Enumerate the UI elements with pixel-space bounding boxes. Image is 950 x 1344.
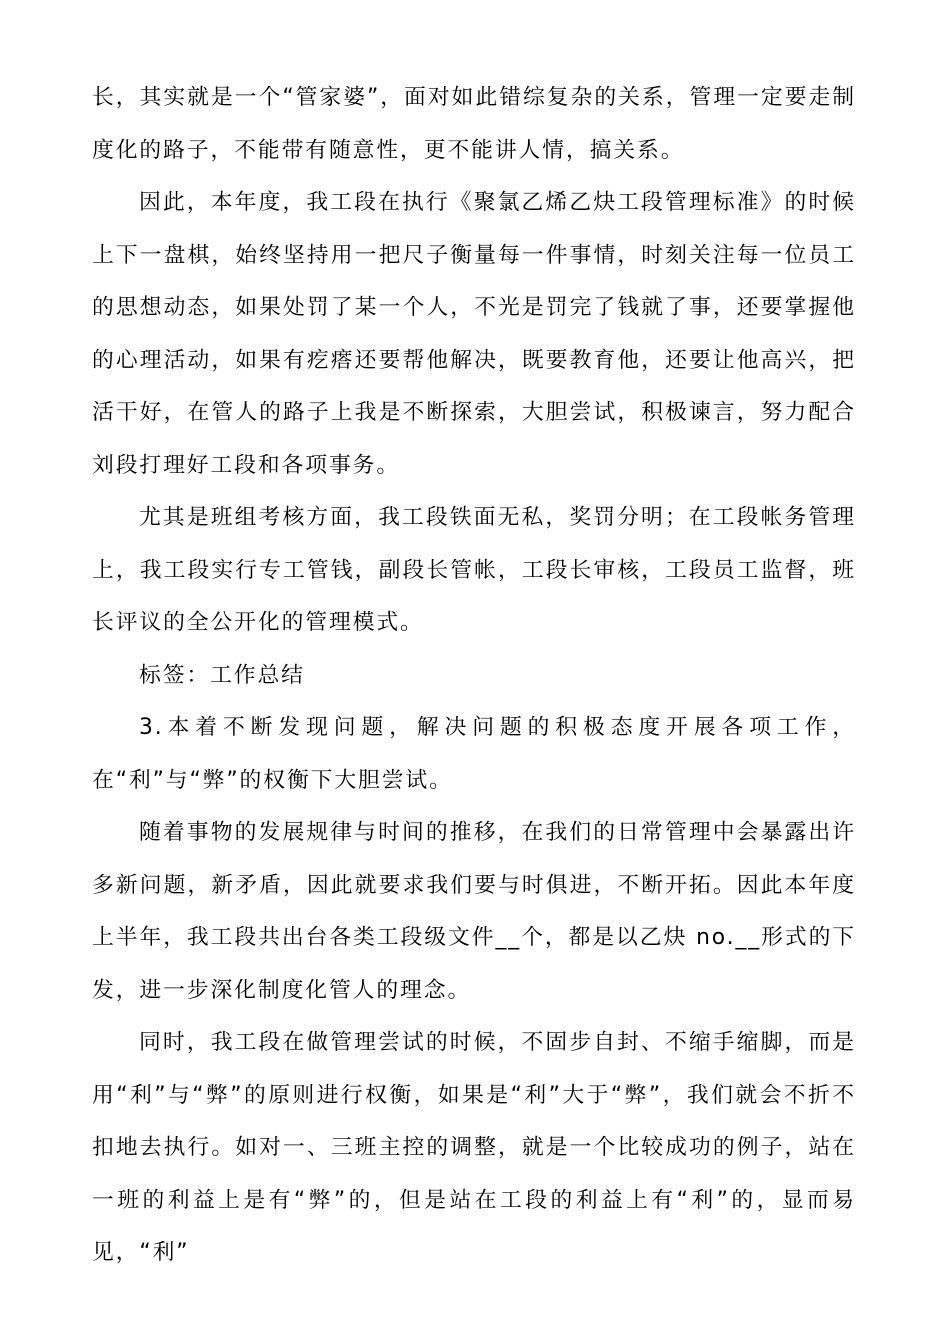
tag-line: 标签：工作总结 [139,662,305,688]
paragraph-5: 随着事物的发展规律与时间的推移，在我们的日常管理中会暴露出许多新问题，新矛盾，因此就要求我们要与时俱进，不断开拓。因此本年度上半年，我工段共出台各类工段级文件__个，都是以乙炔 no.__形式的下发，进一步深化制度化管人的理念。 [92,820,856,1003]
paragraph-section-3: 3.本着不断发现问题，解决问题的积极态度开展各项工作，在“利”与“弊”的权衡下大胆尝试。 [92,715,856,793]
paragraph-2: 因此，本年度，我工段在执行《聚氯乙烯乙炔工段管理标准》的时候上下一盘棋，始终坚持用一把尺子衡量每一件事情，时刻关注每一位员工的思想动态，如果处罚了某一个人，不光是罚完了钱就了事，还要掌握他的心理活动，如果有疙瘩还要帮他解决，既要教育他，还要让他高兴，把活干好，在管人的路子上我是不断探索，大胆尝试，积极谏言，努力配合刘段打理好工段和各项事务。 [92,190,856,478]
paragraph-6: 同时，我工段在做管理尝试的时候，不固步自封、不缩手缩脚，而是用“利”与“弊”的原则进行权衡，如果是“利”大于“弊”，我们就会不折不扣地去执行。如对一、三班主控的调整，就是一个比较成功的例子，站在一班的利益上是有“弊”的，但是站在工段的利益上有“利”的，显而易见，“利” [92,1030,856,1265]
paragraph-3: 尤其是班组考核方面，我工段铁面无私，奖罚分明；在工段帐务管理上，我工段实行专工管钱，副段长管帐，工段长审核，工段员工监督，班长评议的全公开化的管理模式。 [92,505,856,635]
paragraph-1: 长，其实就是一个“管家婆”，面对如此错综复杂的关系，管理一定要走制度化的路子，不能带有随意性，更不能讲人情，搞关系。 [92,85,856,163]
document-page [92,72,856,1280]
